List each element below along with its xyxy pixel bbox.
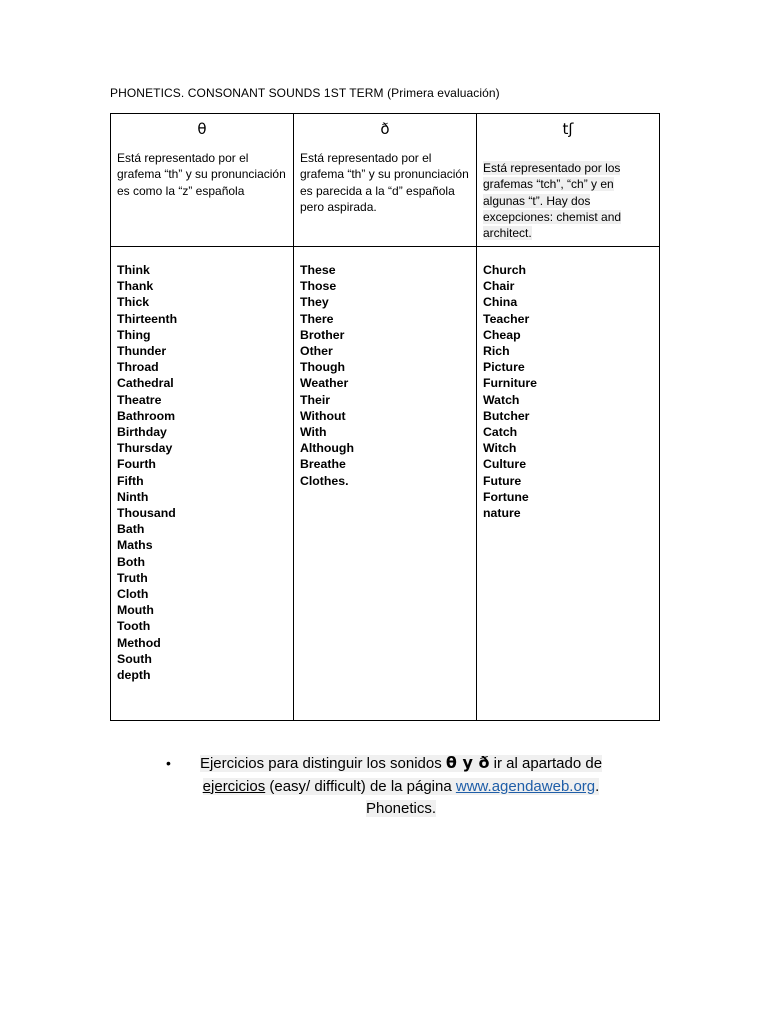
bullet-line-3: Phonetics. [365, 800, 437, 817]
word-item: Clothes. [300, 473, 349, 488]
word-item: Throad [117, 360, 159, 375]
word-item: Though [300, 360, 346, 375]
word-item: Future [483, 473, 522, 488]
word-item: Maths [117, 538, 153, 553]
phonetics-table [110, 113, 660, 721]
eth-words-cell [294, 247, 477, 721]
tsh-word-list [483, 262, 653, 521]
word-item: With [300, 425, 327, 440]
word-item: China [483, 295, 518, 310]
document-title: PHONETICS. CONSONANT SOUNDS 1ST TERM (Primera evaluación) [110, 86, 500, 100]
word-item: Thank [117, 279, 154, 294]
word-item: Thunder [117, 344, 167, 359]
word-item: Catch [483, 425, 518, 440]
word-item: Other [300, 344, 333, 359]
word-item: Both [117, 554, 145, 569]
word-item: Fortune [483, 489, 529, 504]
word-item: Picture [483, 360, 525, 375]
theta-header-cell [111, 114, 294, 247]
bullet-line-1 [200, 755, 602, 772]
word-item: Fourth [117, 457, 156, 472]
word-item: Cathedral [117, 376, 174, 391]
word-item: Although [300, 441, 354, 456]
word-item: Breathe [300, 457, 346, 472]
word-item: Think [117, 263, 150, 277]
theta-word-list [117, 262, 287, 683]
word-item: Tooth [117, 619, 151, 634]
word-item: These [300, 263, 336, 277]
bullet-text-part3: (easy/ difficult) de la página [265, 777, 456, 795]
word-item: Ninth [117, 489, 149, 504]
bullet-text-part1: Ejercicios para distinguir los sonidos [199, 755, 446, 772]
bullet-text-part2: ir al apartado de [489, 755, 603, 772]
bullet-theta-symbol: θ [445, 753, 457, 772]
word-item: Cloth [117, 587, 149, 602]
word-item: Theatre [117, 392, 162, 407]
tsh-symbol: tʃ [562, 120, 574, 138]
word-item: Cheap [483, 327, 521, 342]
word-item: Fifth [117, 473, 144, 488]
table-header-row [111, 114, 660, 247]
word-item: Truth [117, 570, 148, 585]
word-item: Butcher [483, 408, 530, 423]
word-item: Weather [300, 376, 349, 391]
tsh-words-cell [477, 247, 660, 721]
word-item: Rich [483, 344, 510, 359]
tsh-header-cell [477, 114, 660, 247]
word-item: Watch [483, 392, 520, 407]
word-item: Their [300, 392, 331, 407]
tsh-description-text: Está representado por los grafemas “tch”, “ch” y en algunas “t”. Hay dos excepciones: chemist and architect. [483, 161, 622, 241]
word-item: Teacher [483, 311, 530, 326]
eth-symbol: ð [380, 120, 390, 138]
table-words-row [111, 247, 660, 721]
word-item: nature [483, 506, 521, 521]
word-item: Church [483, 263, 527, 277]
exercises-link[interactable]: ejercicios [202, 777, 266, 795]
word-item: Birthday [117, 425, 167, 440]
eth-word-list [300, 262, 470, 489]
tsh-description [483, 160, 653, 241]
word-item: Bath [117, 522, 145, 537]
theta-words-cell [111, 247, 294, 721]
word-item: They [300, 295, 329, 310]
bullet-line-2 [203, 778, 600, 795]
word-item: Thousand [117, 506, 176, 521]
word-item: Thick [117, 295, 150, 310]
bullet-and: y [456, 753, 479, 772]
word-item: depth [117, 668, 151, 683]
theta-description: Está representado por el grafema “th” y su pronunciación es como la “z” española [117, 151, 286, 198]
word-item: South [117, 651, 152, 666]
word-item: Thing [117, 327, 151, 342]
bullet-text [166, 752, 636, 821]
bullet-text-part4: . [595, 777, 600, 795]
word-item: Those [300, 279, 337, 294]
word-item: There [300, 311, 334, 326]
word-item: Thirteenth [117, 311, 178, 326]
bullet-dot-icon: • [166, 755, 171, 771]
word-item: Witch [483, 441, 517, 456]
exercise-bullet [166, 752, 636, 821]
word-item: Mouth [117, 603, 154, 618]
word-item: Bathroom [117, 408, 176, 423]
word-item: Culture [483, 457, 527, 472]
eth-header-cell [294, 114, 477, 247]
word-item: Chair [483, 279, 515, 294]
eth-description: Está representado por el grafema “th” y su pronunciación es parecida a la “d” española pero aspirada. [300, 151, 469, 214]
word-item: Furniture [483, 376, 537, 391]
word-item: Thursday [117, 441, 173, 456]
word-item: Method [117, 635, 161, 650]
word-item: Without [300, 408, 346, 423]
bullet-eth-symbol: ð [478, 753, 490, 772]
word-item: Brother [300, 327, 345, 342]
agendaweb-link[interactable]: www.agendaweb.org [455, 777, 596, 795]
theta-symbol: θ [197, 120, 207, 138]
